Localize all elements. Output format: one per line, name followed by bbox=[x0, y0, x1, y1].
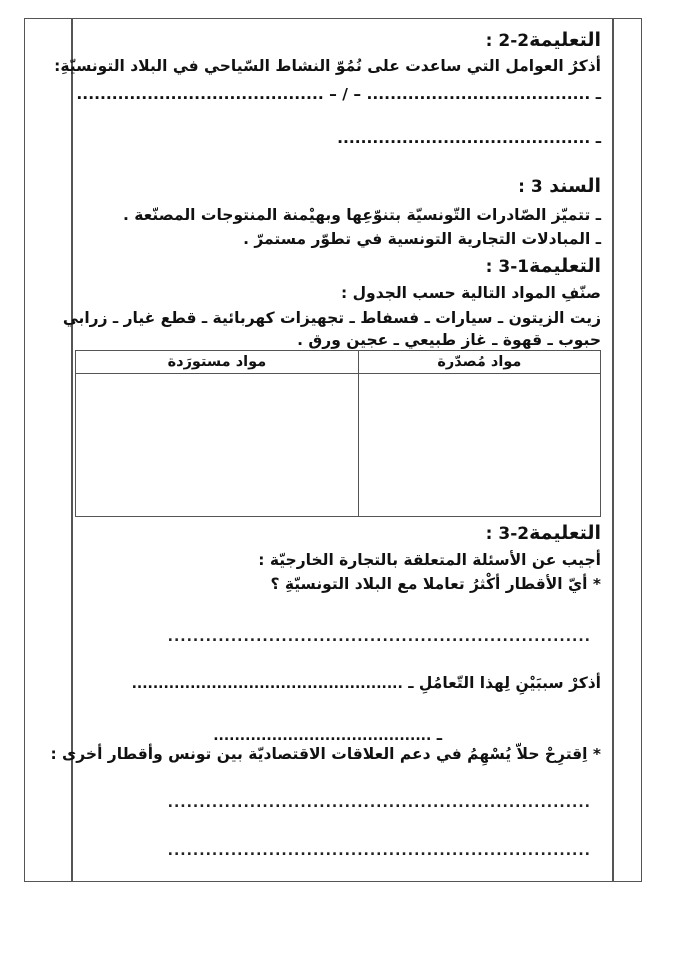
instruction-2-2: أذكرُ العوامل التي ساعدت على نُمُوّ النشاط السّياحي في البلاد التونسيّةِ: bbox=[54, 57, 601, 75]
instruction-3-1: صنّفِ المواد التالية حسب الجدول : bbox=[341, 284, 601, 302]
answer-dots-q2-b[interactable]: ......................................... bbox=[213, 728, 432, 744]
heading-3-1-label: التعليمة bbox=[529, 255, 601, 277]
question-3: * اِقترِحْ حلاّ يُسْهِمُ في دعم العلاقات الاقتصاديّة بين تونس وأقطار أخرى : bbox=[50, 745, 601, 763]
table-header-imported: مواد مستورَدة bbox=[76, 351, 359, 374]
heading-2-2-label: التعليمة bbox=[529, 29, 601, 51]
heading-3-1-number: 1-3 : bbox=[485, 257, 530, 277]
heading-sanad-number: 3 : bbox=[518, 177, 543, 197]
heading-3-1 bbox=[486, 256, 601, 277]
worksheet-content bbox=[50, 18, 607, 880]
sanad-3-item-1: ـ تتميّز الصّادرات التّونسيّة بتنوّعِها وبهيْمنة المنتوجات المصنّعة . bbox=[122, 206, 601, 224]
answer-line-q2-a bbox=[132, 673, 601, 694]
right-margin-line bbox=[612, 18, 614, 882]
answer-separator: – / – bbox=[329, 85, 362, 103]
sanad-3-item-2: ـ المبادلات التجارية التونسية في تطوّر مستمرّ . bbox=[243, 230, 601, 248]
materials-line-2: حبوب ـ قهوة ـ غاز طبيعي ـ عجين ورق . bbox=[297, 331, 601, 349]
table-header-exported: مواد مُصدّرة bbox=[358, 351, 600, 374]
heading-2-2 bbox=[486, 30, 601, 51]
answer-dash-q2-b: ـ bbox=[436, 726, 442, 744]
answer-line-q2-b bbox=[213, 725, 442, 746]
instruction-3-2: أجيب عن الأسئلة المتعلقة بالتجارة الخارجيّة : bbox=[258, 551, 601, 569]
heading-3-2-number: 2-3 : bbox=[485, 524, 530, 544]
answer-dots-q3-b[interactable]: ................................................................... bbox=[167, 844, 591, 858]
heading-2-2-number: 2-2 : bbox=[485, 31, 530, 51]
heading-sanad-3 bbox=[518, 176, 601, 197]
answer-dots-q3-a[interactable]: ................................................................... bbox=[167, 796, 591, 810]
question-2: أذكرْ سببَيْنِ لِهذا التّعامُلِ ـ bbox=[408, 674, 601, 692]
answer-dots-q1[interactable]: ................................................................... bbox=[167, 630, 591, 644]
answer-dots-2-2-a-right[interactable]: ...................................... bbox=[366, 85, 591, 103]
table-cell-imported[interactable] bbox=[76, 374, 359, 517]
materials-line-1: زيت الزيتون ـ سيارات ـ فسفاط ـ تجهيزات كهربائية ـ قطع غيار ـ زرابي bbox=[62, 309, 601, 327]
heading-3-2 bbox=[486, 523, 601, 544]
question-1: * أيّ الأقطار أكْثرُ تعاملا مع البلاد التونسيّةِ ؟ bbox=[270, 575, 601, 593]
answer-dots-2-2-b[interactable]: ........................................... bbox=[337, 129, 591, 147]
answer-dots-q2-a[interactable]: ................................................... bbox=[131, 676, 403, 692]
table-cell-exported[interactable] bbox=[358, 374, 600, 517]
answer-dots-2-2-a-left[interactable]: .......................................... bbox=[76, 85, 324, 103]
heading-3-2-label: التعليمة bbox=[529, 522, 601, 544]
answer-line-2-2-a: ـ ...................................... – / – .......................................... bbox=[76, 85, 601, 103]
classification-table bbox=[75, 350, 601, 517]
heading-sanad-label: السند bbox=[549, 175, 601, 197]
answer-line-2-2-b: ـ ........................................... bbox=[337, 129, 601, 147]
